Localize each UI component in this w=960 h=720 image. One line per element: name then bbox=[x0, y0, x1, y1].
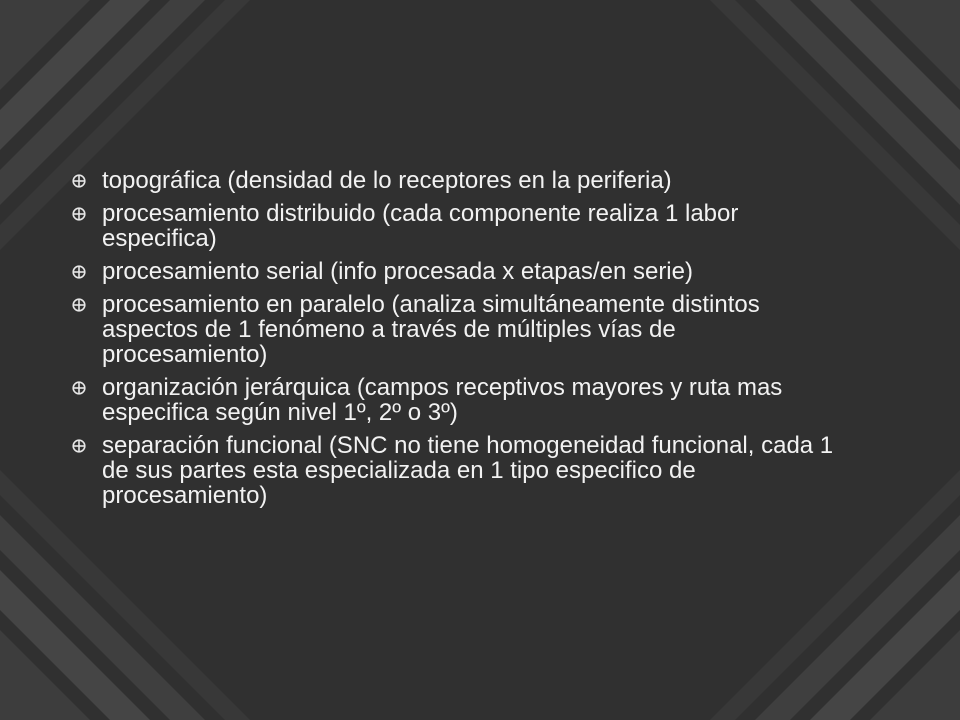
bullet-item bbox=[66, 433, 836, 508]
bullet-text: organización jerárquica (campos receptivos mayores y ruta mas especifica según nivel 1º, 2º o 3º) bbox=[102, 374, 783, 426]
bullet-item bbox=[66, 292, 836, 367]
circle-plus-icon bbox=[72, 207, 86, 221]
circle-plus-icon bbox=[72, 265, 86, 279]
bullet-text: procesamiento distribuido (cada componente realiza 1 labor especifica) bbox=[102, 200, 739, 252]
bullet-item bbox=[66, 375, 836, 425]
circle-plus-icon bbox=[72, 381, 86, 395]
bullet-text: topográfica (densidad de lo receptores en la periferia) bbox=[102, 167, 672, 194]
bullet-item bbox=[66, 168, 836, 193]
circle-plus-icon bbox=[72, 298, 86, 312]
circle-plus-icon bbox=[72, 439, 86, 453]
bullet-item bbox=[66, 201, 836, 251]
bullet-list bbox=[66, 168, 836, 516]
bullet-text: separación funcional (SNC no tiene homogeneidad funcional, cada 1 de sus partes esta especializada en 1 tipo especifico de procesamiento) bbox=[102, 432, 834, 509]
bullet-text: procesamiento en paralelo (analiza simultáneamente distintos aspectos de 1 fenómeno a través de múltiples vías de procesamiento) bbox=[102, 291, 760, 368]
circle-plus-icon bbox=[72, 174, 86, 188]
bullet-text: procesamiento serial (info procesada x etapas/en serie) bbox=[102, 258, 693, 285]
bullet-item bbox=[66, 259, 836, 284]
